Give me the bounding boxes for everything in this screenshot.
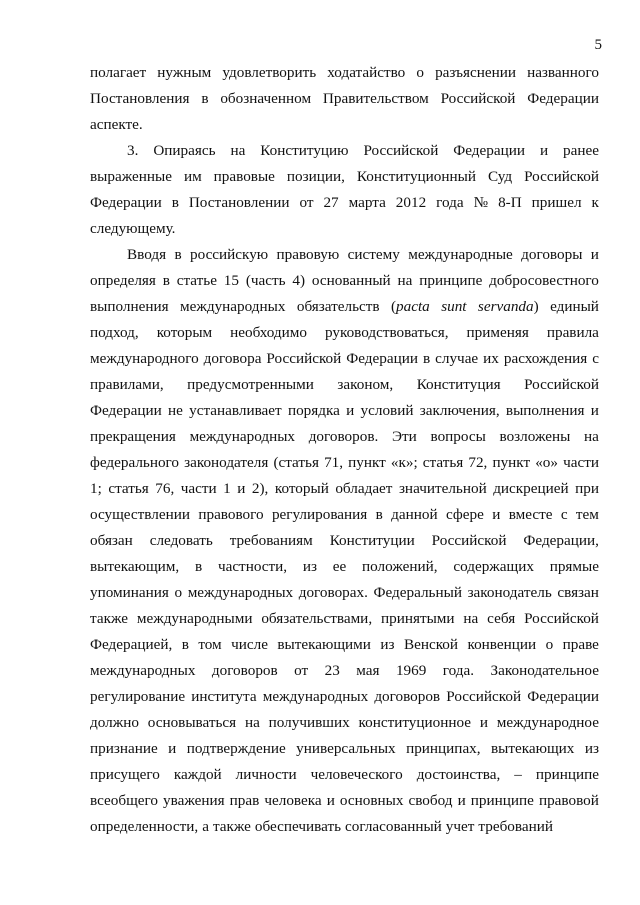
text-line: Федерацией, в том числе вытекающими из Венской конвенции о праве — [90, 636, 599, 653]
text-line: следующему. — [90, 220, 176, 237]
text-line: должно основываться на получивших конституционное и международное — [90, 714, 599, 731]
page-number: 5 — [594, 37, 602, 53]
text-line: международных договоров от 23 мая 1969 года. Законодательное — [90, 662, 599, 679]
text-line: 1; статья 76, части 1 и 2), который обладает значительной дискрецией при — [90, 480, 599, 497]
text-line: упоминания о международных договорах. Федеральный законодатель связан — [90, 584, 599, 601]
text-line: правилами, предусмотренными законом, Конституция Российской — [90, 376, 599, 393]
text-line: 3. Опираясь на Конституцию Российской Федерации и ранее — [127, 142, 599, 159]
paragraph — [90, 60, 599, 138]
text-line: выполнения международных обязательств (pacta sunt servanda) единый — [90, 298, 599, 315]
text-line: Федерации в Постановлении от 27 марта 2012 года № 8-П пришел к — [90, 194, 599, 211]
text-line: прекращения международных договоров. Эти вопросы возложены на — [90, 428, 599, 445]
text-line: признание и подтверждение универсальных принципах, вытекающих из — [90, 740, 599, 757]
text-line: Федерации не устанавливает порядка и условий заключения, выполнения и — [90, 402, 599, 419]
text-line: международного договора Российской Федерации в случае их расхождения с — [90, 350, 599, 367]
text-line: присущего каждой личности человеческого достоинства, – принципе — [90, 766, 599, 783]
text-line: выраженные им правовые позиции, Конституционный Суд Российской — [90, 168, 599, 185]
text-line: вытекающим, в частности, из ее положений, содержащих прямые — [90, 558, 599, 575]
text-line: определяя в статье 15 (часть 4) основанный на принципе добросовестного — [90, 272, 599, 289]
text-line: всеобщего уважения прав человека и основных свобод и принципе правовой — [90, 792, 599, 809]
text-line: полагает нужным удовлетворить ходатайство о разъяснении названного — [90, 64, 599, 81]
text-line: также международными обязательствами, принятыми на себя Российской — [90, 610, 599, 627]
text-line: осуществлении правового регулирования в данной сфере и вместе с тем — [90, 506, 599, 523]
text-line: Вводя в российскую правовую систему международные договоры и — [127, 246, 599, 263]
text-line: подход, которым необходимо руководствоваться, применяя правила — [90, 324, 599, 341]
text-line: обязан следовать требованиям Конституции Российской Федерации, — [90, 532, 599, 549]
text-line: федерального законодателя (статья 71, пункт «к»; статья 72, пункт «о» части — [90, 454, 599, 471]
text-line: аспекте. — [90, 116, 143, 133]
text-line: регулирование института международных договоров Российской Федерации — [90, 688, 599, 705]
text-line: Постановления в обозначенном Правительством Российской Федерации — [90, 90, 599, 107]
document-body — [90, 60, 599, 840]
paragraph — [90, 138, 599, 242]
text-line: определенности, а также обеспечивать согласованный учет требований — [90, 818, 553, 835]
paragraph — [90, 242, 599, 840]
